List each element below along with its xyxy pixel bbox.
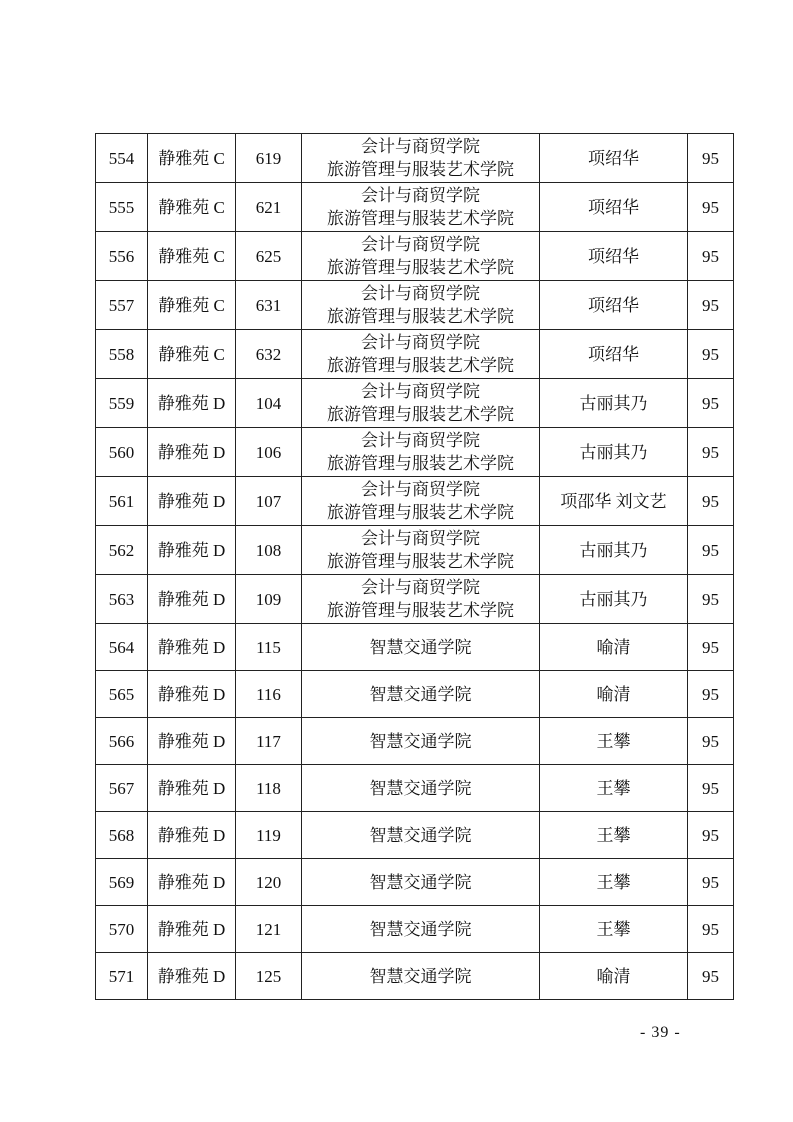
college-name: 智慧交通学院 xyxy=(369,919,472,939)
row-number-cell: 565 xyxy=(96,671,148,718)
room-cell: 625 xyxy=(236,232,302,281)
college-cell xyxy=(302,330,540,379)
score-cell: 95 xyxy=(688,718,734,765)
score-cell: 95 xyxy=(688,765,734,812)
college-name: 旅游管理与服装艺术学院 xyxy=(327,307,514,326)
inspector-cell: 喻清 xyxy=(540,624,688,671)
building-cell: 静雅苑 D xyxy=(148,718,236,765)
college-name: 智慧交通学院 xyxy=(369,825,472,845)
row-number-cell: 555 xyxy=(96,183,148,232)
score-cell: 95 xyxy=(688,575,734,624)
table-row xyxy=(96,906,734,953)
college-cell xyxy=(302,624,540,671)
table-row xyxy=(96,134,734,183)
college-cell xyxy=(302,526,540,575)
college-cell xyxy=(302,134,540,183)
inspector-cell: 古丽其乃 xyxy=(540,428,688,477)
score-cell: 95 xyxy=(688,859,734,906)
score-cell: 95 xyxy=(688,232,734,281)
building-cell: 静雅苑 D xyxy=(148,526,236,575)
college-name: 智慧交通学院 xyxy=(369,637,472,657)
college-name: 旅游管理与服装艺术学院 xyxy=(327,503,514,522)
table-row xyxy=(96,671,734,718)
table-body xyxy=(96,134,734,1000)
building-cell: 静雅苑 D xyxy=(148,671,236,718)
score-cell: 95 xyxy=(688,428,734,477)
room-cell: 621 xyxy=(236,183,302,232)
table-row xyxy=(96,859,734,906)
score-cell: 95 xyxy=(688,906,734,953)
table-row xyxy=(96,718,734,765)
row-number-cell: 567 xyxy=(96,765,148,812)
score-cell: 95 xyxy=(688,379,734,428)
inspector-cell: 古丽其乃 xyxy=(540,526,688,575)
row-number-cell: 566 xyxy=(96,718,148,765)
college-cell xyxy=(302,671,540,718)
college-name: 会计与商贸学院 xyxy=(361,578,480,597)
college-cell xyxy=(302,232,540,281)
college-name: 会计与商贸学院 xyxy=(361,186,480,205)
room-cell: 109 xyxy=(236,575,302,624)
college-name: 会计与商贸学院 xyxy=(361,235,480,254)
college-name: 旅游管理与服装艺术学院 xyxy=(327,258,514,277)
dormitory-inspection-table xyxy=(95,133,734,1000)
table-row xyxy=(96,477,734,526)
row-number-cell: 563 xyxy=(96,575,148,624)
row-number-cell: 568 xyxy=(96,812,148,859)
table-row xyxy=(96,624,734,671)
building-cell: 静雅苑 D xyxy=(148,428,236,477)
room-cell: 104 xyxy=(236,379,302,428)
table-row xyxy=(96,379,734,428)
inspector-cell: 王攀 xyxy=(540,765,688,812)
inspector-cell: 古丽其乃 xyxy=(540,575,688,624)
college-name: 智慧交通学院 xyxy=(369,684,472,704)
inspector-cell: 王攀 xyxy=(540,906,688,953)
row-number-cell: 571 xyxy=(96,953,148,1000)
table-row xyxy=(96,183,734,232)
building-cell: 静雅苑 C xyxy=(148,134,236,183)
table-row xyxy=(96,526,734,575)
college-name: 智慧交通学院 xyxy=(369,731,472,751)
college-name: 旅游管理与服装艺术学院 xyxy=(327,601,514,620)
table-row xyxy=(96,765,734,812)
college-name: 旅游管理与服装艺术学院 xyxy=(327,405,514,424)
college-cell xyxy=(302,428,540,477)
college-name: 会计与商贸学院 xyxy=(361,284,480,303)
inspector-cell: 项绍华 xyxy=(540,183,688,232)
college-name: 智慧交通学院 xyxy=(369,966,472,986)
building-cell: 静雅苑 D xyxy=(148,812,236,859)
building-cell: 静雅苑 D xyxy=(148,765,236,812)
college-name: 会计与商贸学院 xyxy=(361,137,480,156)
row-number-cell: 559 xyxy=(96,379,148,428)
row-number-cell: 558 xyxy=(96,330,148,379)
college-name: 会计与商贸学院 xyxy=(361,529,480,548)
room-cell: 108 xyxy=(236,526,302,575)
building-cell: 静雅苑 D xyxy=(148,906,236,953)
college-cell xyxy=(302,953,540,1000)
table-row xyxy=(96,232,734,281)
table-row xyxy=(96,428,734,477)
building-cell: 静雅苑 C xyxy=(148,232,236,281)
score-cell: 95 xyxy=(688,281,734,330)
row-number-cell: 561 xyxy=(96,477,148,526)
row-number-cell: 557 xyxy=(96,281,148,330)
building-cell: 静雅苑 C xyxy=(148,183,236,232)
inspector-cell: 王攀 xyxy=(540,859,688,906)
score-cell: 95 xyxy=(688,812,734,859)
score-cell: 95 xyxy=(688,526,734,575)
inspector-cell: 喻清 xyxy=(540,953,688,1000)
row-number-cell: 554 xyxy=(96,134,148,183)
score-cell: 95 xyxy=(688,477,734,526)
college-cell xyxy=(302,575,540,624)
college-cell xyxy=(302,477,540,526)
row-number-cell: 556 xyxy=(96,232,148,281)
building-cell: 静雅苑 C xyxy=(148,281,236,330)
building-cell: 静雅苑 D xyxy=(148,477,236,526)
inspector-cell: 王攀 xyxy=(540,812,688,859)
room-cell: 117 xyxy=(236,718,302,765)
row-number-cell: 570 xyxy=(96,906,148,953)
inspector-cell: 喻清 xyxy=(540,671,688,718)
college-cell xyxy=(302,718,540,765)
college-cell xyxy=(302,379,540,428)
room-cell: 115 xyxy=(236,624,302,671)
college-name: 旅游管理与服装艺术学院 xyxy=(327,552,514,571)
room-cell: 118 xyxy=(236,765,302,812)
score-cell: 95 xyxy=(688,624,734,671)
row-number-cell: 562 xyxy=(96,526,148,575)
inspector-cell: 王攀 xyxy=(540,718,688,765)
room-cell: 106 xyxy=(236,428,302,477)
row-number-cell: 560 xyxy=(96,428,148,477)
inspector-cell: 项绍华 xyxy=(540,134,688,183)
table-row xyxy=(96,330,734,379)
college-name: 会计与商贸学院 xyxy=(361,333,480,352)
row-number-cell: 569 xyxy=(96,859,148,906)
inspector-cell: 项绍华 xyxy=(540,232,688,281)
building-cell: 静雅苑 D xyxy=(148,859,236,906)
college-name: 智慧交通学院 xyxy=(369,778,472,798)
college-name: 旅游管理与服装艺术学院 xyxy=(327,209,514,228)
college-cell xyxy=(302,281,540,330)
inspector-cell: 项绍华 xyxy=(540,281,688,330)
score-cell: 95 xyxy=(688,953,734,1000)
page-number: - 39 - xyxy=(640,1024,681,1041)
building-cell: 静雅苑 C xyxy=(148,330,236,379)
room-cell: 120 xyxy=(236,859,302,906)
table-row xyxy=(96,281,734,330)
room-cell: 631 xyxy=(236,281,302,330)
college-cell xyxy=(302,906,540,953)
room-cell: 121 xyxy=(236,906,302,953)
room-cell: 619 xyxy=(236,134,302,183)
table-row xyxy=(96,575,734,624)
score-cell: 95 xyxy=(688,671,734,718)
score-cell: 95 xyxy=(688,134,734,183)
college-name: 会计与商贸学院 xyxy=(361,431,480,450)
inspector-cell: 项绍华 xyxy=(540,330,688,379)
table-row xyxy=(96,812,734,859)
college-cell xyxy=(302,812,540,859)
college-name: 旅游管理与服装艺术学院 xyxy=(327,356,514,375)
inspector-cell: 古丽其乃 xyxy=(540,379,688,428)
college-cell xyxy=(302,765,540,812)
room-cell: 125 xyxy=(236,953,302,1000)
building-cell: 静雅苑 D xyxy=(148,575,236,624)
room-cell: 632 xyxy=(236,330,302,379)
score-cell: 95 xyxy=(688,183,734,232)
building-cell: 静雅苑 D xyxy=(148,379,236,428)
table-row xyxy=(96,953,734,1000)
inspector-cell: 项邵华 刘文艺 xyxy=(540,477,688,526)
room-cell: 119 xyxy=(236,812,302,859)
college-cell xyxy=(302,859,540,906)
college-name: 智慧交通学院 xyxy=(369,872,472,892)
score-cell: 95 xyxy=(688,330,734,379)
room-cell: 116 xyxy=(236,671,302,718)
college-name: 会计与商贸学院 xyxy=(361,480,480,499)
building-cell: 静雅苑 D xyxy=(148,953,236,1000)
college-cell xyxy=(302,183,540,232)
college-name: 会计与商贸学院 xyxy=(361,382,480,401)
college-name: 旅游管理与服装艺术学院 xyxy=(327,454,514,473)
room-cell: 107 xyxy=(236,477,302,526)
row-number-cell: 564 xyxy=(96,624,148,671)
building-cell: 静雅苑 D xyxy=(148,624,236,671)
college-name: 旅游管理与服装艺术学院 xyxy=(327,160,514,179)
